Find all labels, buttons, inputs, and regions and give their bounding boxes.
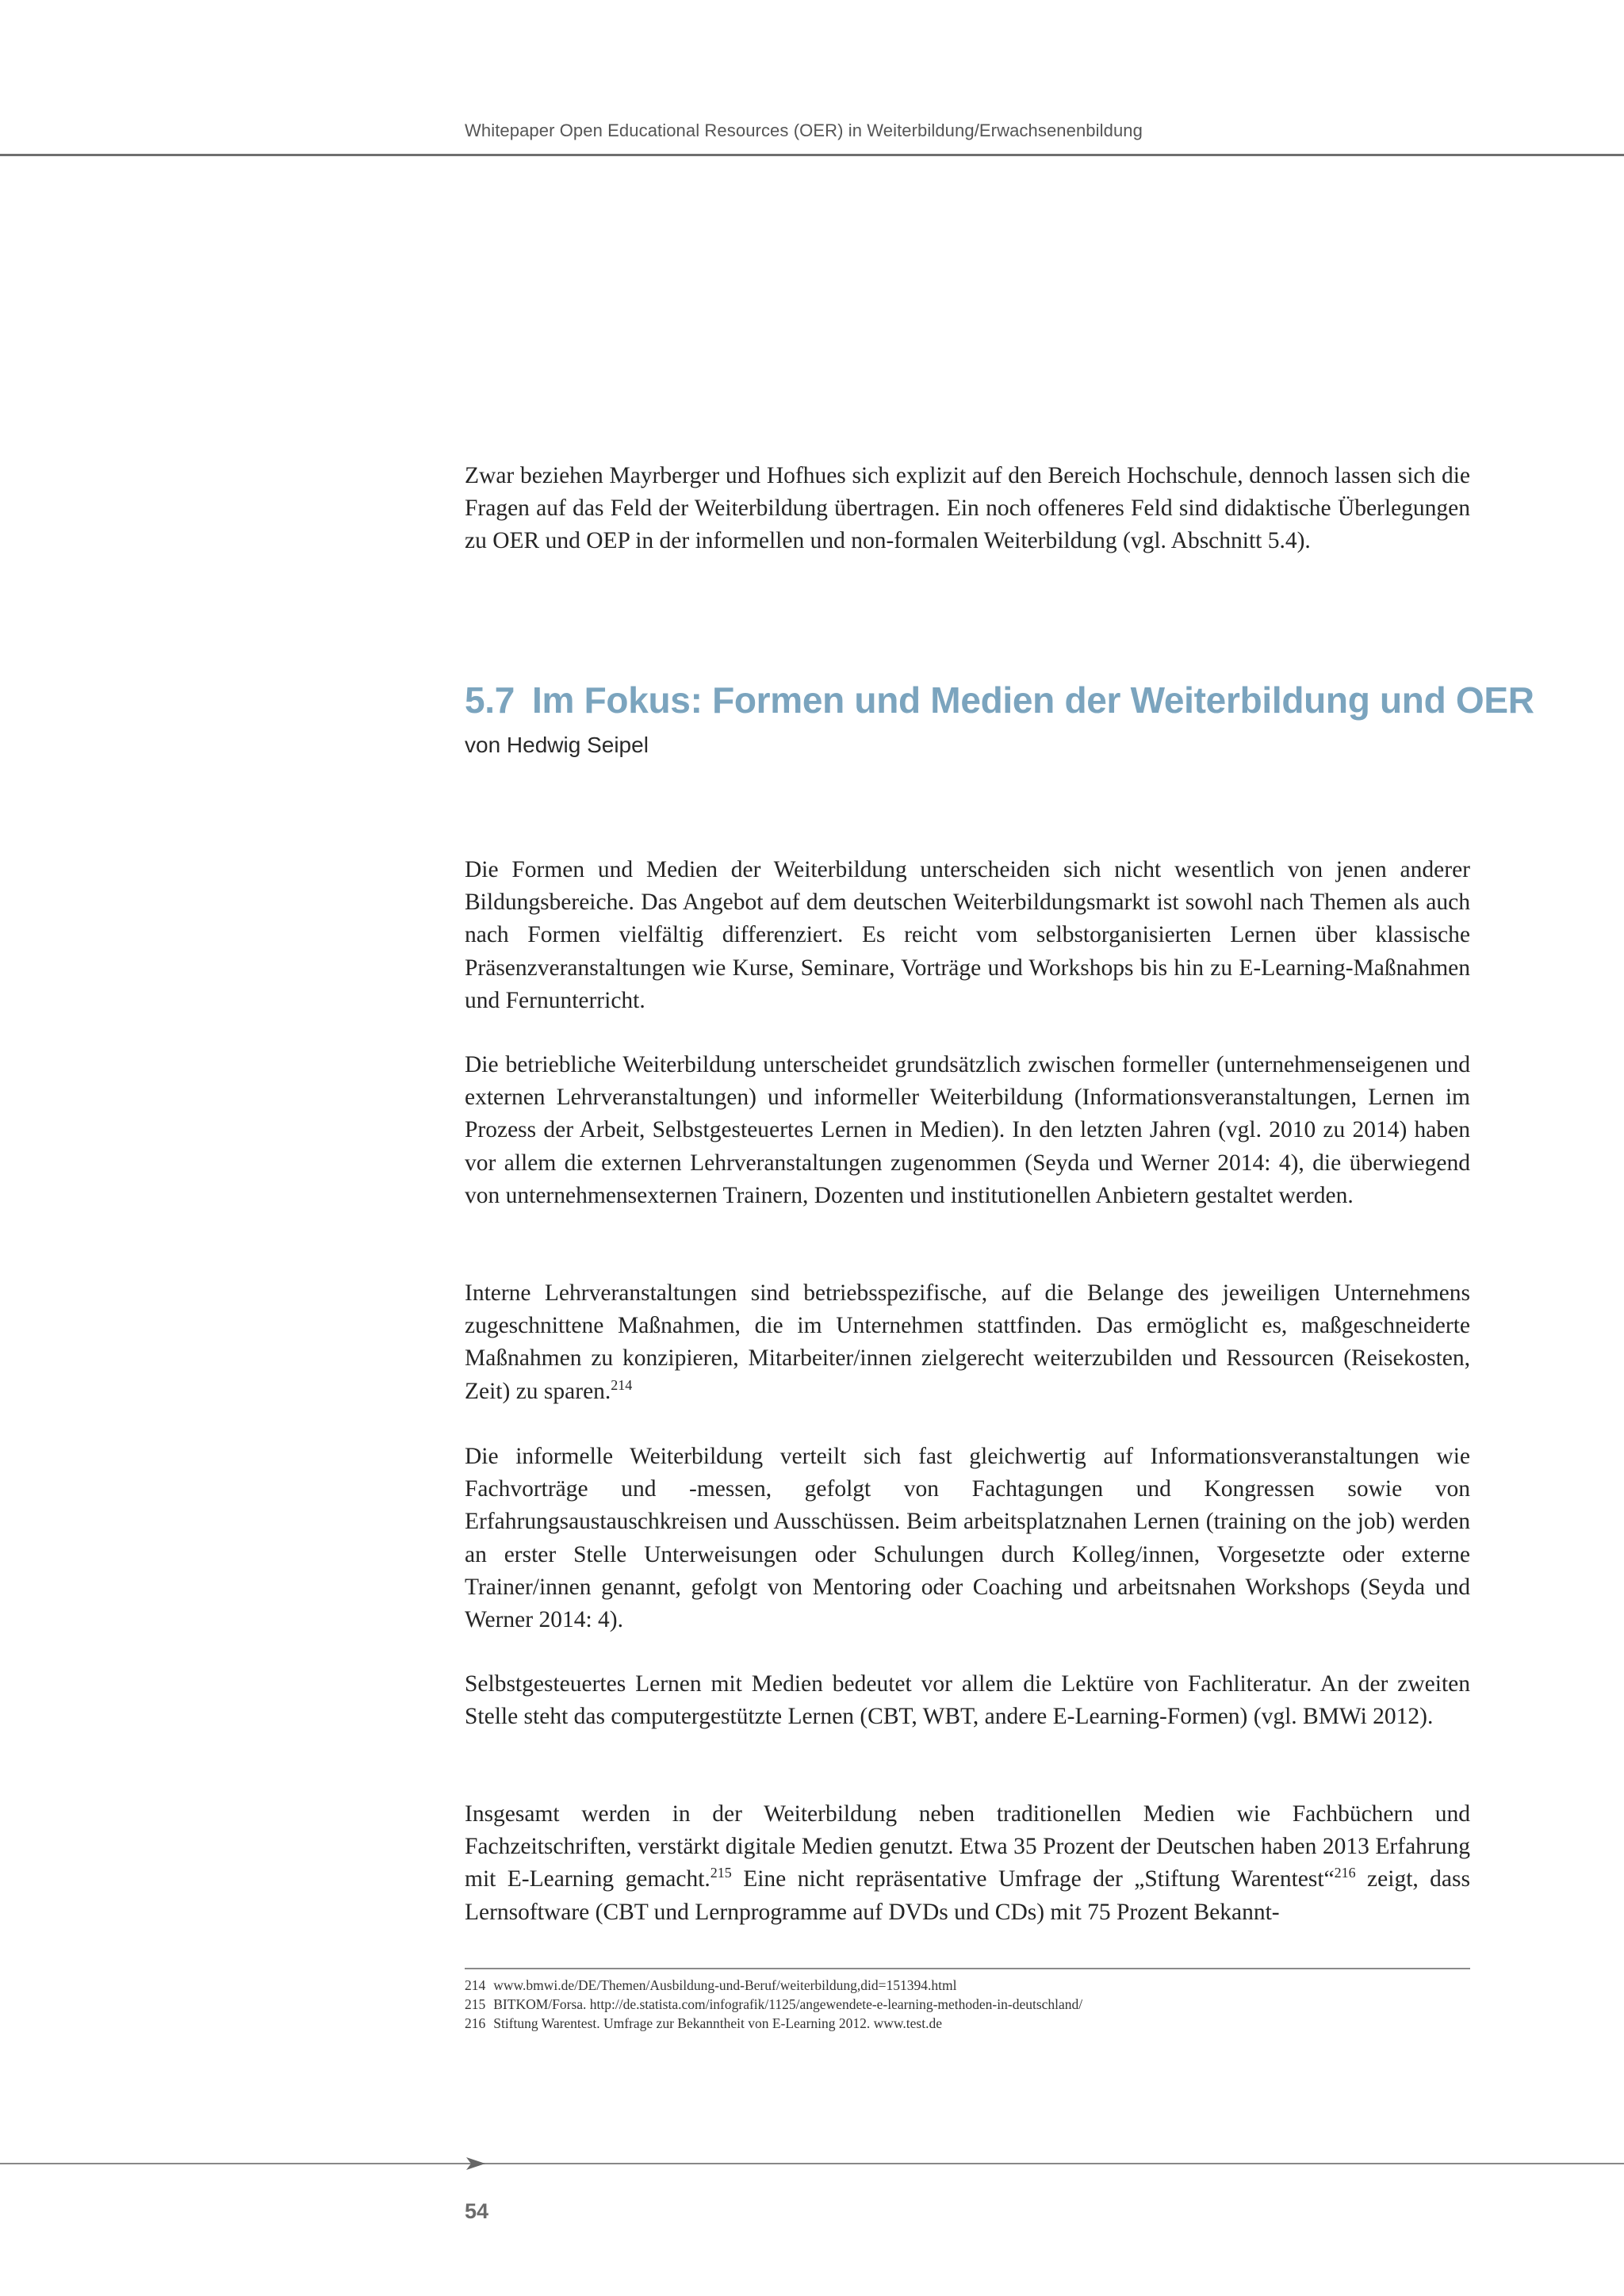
paragraph-text: Insgesamt werden in der Weiterbildung neben traditionellen Medien wie Fachbüchern und Fachzeitschriften, verstärkt digitale Medien genutzt. Etwa 35 Prozent der Deutschen haben 2013 Erfahrung mit E-Learning gemacht. bbox=[465, 1801, 1470, 1892]
footnote-text: Stiftung Warentest. Umfrage zur Bekanntheit von E-Learning 2012. www.test.de bbox=[493, 2015, 942, 2031]
footnote-reference: 215 bbox=[710, 1865, 732, 1881]
body-paragraph: Die betriebliche Weiterbildung unterscheidet grundsätzlich zwischen formeller (unternehmenseigenen und externen Lehrveranstaltungen) und informeller Weiterbildung (Informationsveranstaltungen, Lernen im Prozess der Arbeit, Selbstgesteuertes Lernen in Medien). In den letzten Jahren (vgl. 2010 zu 2014) haben vor allem die externen Lehrveranstaltungen zugenommen (Seyda und Werner 2014: 4), die überwiegend von unternehmensexternen Trainern, Dozenten und institutionellen Anbietern gestaltet werden. bbox=[465, 1052, 1470, 1208]
footnote-number: 216 bbox=[465, 2015, 486, 2031]
body-paragraph: Die informelle Weiterbildung verteilt sich fast gleichwertig auf Informationsveranstaltungen wie Fachvorträge und -messen, gefolgt von Fachtagungen und Kongressen sowie von Erfahrungsaustauschkreisen und Ausschüssen. Beim arbeitsplatznahen Lernen (training on the job) werden an erster Stelle Unterweisungen oder Schulungen durch Kolleg/innen, Vorgesetzte oder externe Trainer/innen genannt, gefolgt von Mentoring oder Coaching und arbeitsnahen Workshops (Seyda und Werner 2014: 4). bbox=[465, 1444, 1470, 1633]
footnote-reference: 214 bbox=[611, 1376, 633, 1393]
footnote bbox=[465, 2014, 1470, 2033]
body-paragraph: Selbstgesteuertes Lernen mit Medien bedeutet vor allem die Lektüre von Fachliteratur. An der zweiten Stelle steht das computergestützte Lernen (CBT, WBT, andere E-Learning-Formen) (vgl. BMWi 2012). bbox=[465, 1671, 1470, 1730]
header-divider bbox=[0, 154, 1624, 156]
footnote-divider bbox=[465, 1968, 1470, 1969]
footer-divider bbox=[0, 2163, 1624, 2164]
page-number: 54 bbox=[465, 2199, 489, 2223]
paragraph-text: Interne Lehrveranstaltungen sind betriebsspezifische, auf die Belange des jeweiligen Unternehmens zugeschnittene Maßnahmen, die im Unternehmen stattfinden. Das ermöglicht es, maßgeschneiderte Maßnahmen zu konzipieren, Mitarbeiter/innen zielgerecht weiterzubilden und Ressourcen (Reisekosten, Zeit) zu sparen. bbox=[465, 1280, 1470, 1404]
body-paragraph: Die Formen und Medien der Weiterbildung unterscheiden sich nicht wesentlich von jenen anderer Bildungsbereiche. Das Angebot auf dem deutschen Weiterbildungsmarkt ist sowohl nach Themen als auch nach Formen vielfältig differenziert. Es reicht vom selbstorganisierten Lernen über klassische Präsenzveranstaltungen wie Kurse, Seminare, Vorträge und Workshops bis hin zu E-Learning-Maßnahmen und Fernunterricht. bbox=[465, 857, 1470, 1013]
paragraph-text: Eine nicht repräsentative Umfrage der „Stiftung Warentest“ bbox=[731, 1866, 1335, 1892]
intro-paragraph: Zwar beziehen Mayrberger und Hofhues sich explizit auf den Bereich Hochschule, dennoch lassen sich die Fragen auf das Feld der Weiterbildung übertragen. Ein noch offeneres Feld sind didaktische Überlegungen zu OER und OEP in der informellen und non-formalen Weiterbildung (vgl. Abschnitt 5.4). bbox=[465, 463, 1470, 554]
author-byline: von Hedwig Seipel bbox=[465, 733, 649, 757]
arrow-right-icon bbox=[466, 2155, 485, 2172]
footnote-text: www.bmwi.de/DE/Themen/Ausbildung-und-Beruf/weiterbildung,did=151394.html bbox=[493, 1977, 957, 1993]
running-header: Whitepaper Open Educational Resources (OER) in Weiterbildung/Erwachsenenbildung bbox=[465, 121, 1143, 140]
body-paragraph bbox=[465, 1277, 1470, 1408]
paragraph-text: zeigt, dass Lernsoftware (CBT und Lernprogramme auf DVDs und CDs) mit 75 Prozent Bekannt- bbox=[465, 1866, 1470, 1925]
footnote bbox=[465, 1976, 1470, 1995]
footnotes bbox=[465, 1976, 1470, 2033]
footnote-reference: 216 bbox=[1334, 1865, 1356, 1881]
section-heading bbox=[465, 678, 1534, 722]
footnote bbox=[465, 1995, 1470, 2014]
footnote-number: 214 bbox=[465, 1977, 486, 1993]
body-paragraph bbox=[465, 1798, 1470, 1929]
footnote-text: BITKOM/Forsa. http://de.statista.com/infografik/1125/angewendete-e-learning-methoden-in-deutschland/ bbox=[493, 1996, 1083, 2012]
footnote-number: 215 bbox=[465, 1996, 486, 2012]
section-number: 5.7 bbox=[465, 679, 515, 721]
section-title: Im Fokus: Formen und Medien der Weiterbildung und OER bbox=[532, 679, 1534, 721]
